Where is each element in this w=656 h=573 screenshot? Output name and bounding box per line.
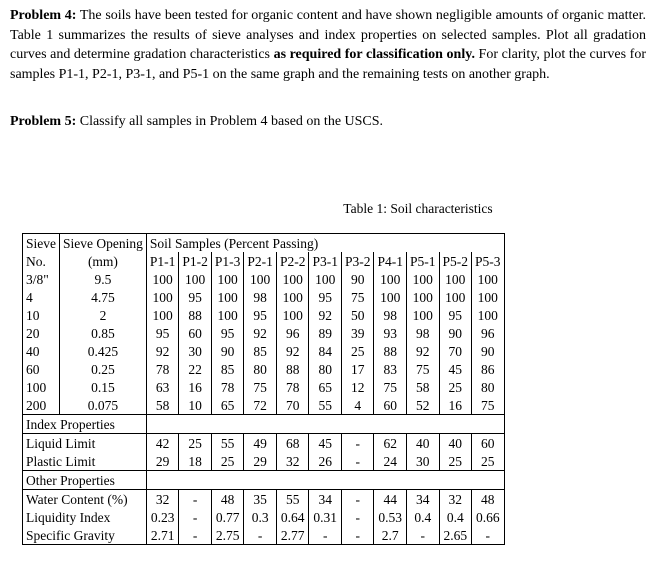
sieve-row — [23, 324, 505, 342]
percent-passing-cell: 96 — [472, 324, 505, 342]
percent-passing-cell: 95 — [439, 306, 472, 324]
other-property-row — [23, 490, 505, 509]
index-property-value: 40 — [407, 434, 440, 453]
percent-passing-cell: 80 — [472, 378, 505, 396]
percent-passing-cell: 100 — [211, 306, 244, 324]
problem-5-paragraph — [10, 112, 646, 132]
other-properties-title-row — [23, 471, 505, 490]
other-property-value: 32 — [146, 490, 179, 509]
index-property-value: 29 — [146, 452, 179, 471]
other-property-value: 0.3 — [244, 508, 277, 526]
percent-passing-cell: 100 — [407, 270, 440, 288]
percent-passing-cell: 100 — [244, 270, 277, 288]
header-sieve-opening: Sieve Opening — [60, 234, 147, 253]
other-property-value: - — [179, 526, 212, 545]
percent-passing-cell: 98 — [244, 288, 277, 306]
percent-passing-cell: 100 — [146, 306, 179, 324]
subheader-cell: P2-2 — [276, 252, 309, 270]
other-property-label: Specific Gravity — [23, 526, 147, 545]
percent-passing-cell: 95 — [179, 288, 212, 306]
percent-passing-cell: 100 — [179, 270, 212, 288]
other-property-value: 2.75 — [211, 526, 244, 545]
other-property-value: - — [407, 526, 440, 545]
percent-passing-cell: 96 — [276, 324, 309, 342]
sieve-no-cell: 100 — [23, 378, 60, 396]
percent-passing-cell: 78 — [276, 378, 309, 396]
empty-cell — [179, 471, 212, 490]
index-property-value: 26 — [309, 452, 342, 471]
other-property-label: Water Content (%) — [23, 490, 147, 509]
other-property-value: 2.71 — [146, 526, 179, 545]
index-property-value: 40 — [439, 434, 472, 453]
other-property-value: 2.7 — [374, 526, 407, 545]
empty-cell — [276, 471, 309, 490]
index-property-value: 25 — [179, 434, 212, 453]
percent-passing-cell: 80 — [244, 360, 277, 378]
percent-passing-cell: 17 — [341, 360, 374, 378]
subheader-cell: P1-3 — [211, 252, 244, 270]
percent-passing-cell: 52 — [407, 396, 440, 415]
problem-5-text: Classify all samples in Problem 4 based on the USCS. — [76, 114, 384, 129]
other-property-value: 0.31 — [309, 508, 342, 526]
empty-cell — [472, 415, 505, 434]
percent-passing-cell: 92 — [146, 342, 179, 360]
percent-passing-cell: 86 — [472, 360, 505, 378]
sieve-opening-cell: 0.25 — [60, 360, 147, 378]
sieve-opening-cell: 9.5 — [60, 270, 147, 288]
index-property-row — [23, 452, 505, 471]
index-property-row — [23, 434, 505, 453]
problem-4-text-a: The soils have been tested for organic content and have shown negligible amounts of organic matter. Table 1 summarizes the results of sieve analyses and index properties on selected samples. Plot all gradation curves and determine gradation characteristics — [10, 8, 646, 63]
percent-passing-cell: 100 — [276, 288, 309, 306]
empty-cell — [439, 471, 472, 490]
other-property-value: - — [341, 526, 374, 545]
percent-passing-cell: 95 — [309, 288, 342, 306]
index-property-label: Plastic Limit — [23, 452, 147, 471]
empty-cell — [407, 471, 440, 490]
sieve-no-cell: 10 — [23, 306, 60, 324]
percent-passing-cell: 95 — [211, 324, 244, 342]
percent-passing-cell: 65 — [309, 378, 342, 396]
empty-cell — [244, 471, 277, 490]
index-property-value: 42 — [146, 434, 179, 453]
other-property-value: 34 — [407, 490, 440, 509]
percent-passing-cell: 100 — [374, 270, 407, 288]
percent-passing-cell: 22 — [179, 360, 212, 378]
other-property-value: 2.77 — [276, 526, 309, 545]
percent-passing-cell: 90 — [341, 270, 374, 288]
index-property-value: 45 — [309, 434, 342, 453]
percent-passing-cell: 92 — [407, 342, 440, 360]
sieve-row — [23, 396, 505, 415]
percent-passing-cell: 85 — [244, 342, 277, 360]
problem-4-paragraph — [10, 6, 646, 84]
sieve-row — [23, 342, 505, 360]
percent-passing-cell: 95 — [244, 306, 277, 324]
other-property-value: 34 — [309, 490, 342, 509]
subheader-cell: P5-2 — [439, 252, 472, 270]
percent-passing-cell: 60 — [179, 324, 212, 342]
percent-passing-cell: 100 — [407, 306, 440, 324]
sieve-row — [23, 270, 505, 288]
other-property-value: 0.4 — [407, 508, 440, 526]
percent-passing-cell: 50 — [341, 306, 374, 324]
sieve-row — [23, 378, 505, 396]
empty-cell — [374, 471, 407, 490]
index-property-value: 49 — [244, 434, 277, 453]
sieve-no-cell: 40 — [23, 342, 60, 360]
percent-passing-cell: 80 — [309, 360, 342, 378]
percent-passing-cell: 55 — [309, 396, 342, 415]
percent-passing-cell: 89 — [309, 324, 342, 342]
header-sieve: Sieve — [23, 234, 60, 253]
index-property-value: 60 — [472, 434, 505, 453]
percent-passing-cell: 25 — [439, 378, 472, 396]
percent-passing-cell: 100 — [146, 270, 179, 288]
index-property-value: 24 — [374, 452, 407, 471]
other-property-value: - — [341, 490, 374, 509]
index-property-value: 18 — [179, 452, 212, 471]
percent-passing-cell: 75 — [244, 378, 277, 396]
percent-passing-cell: 90 — [439, 324, 472, 342]
other-property-value: - — [341, 508, 374, 526]
percent-passing-cell: 88 — [374, 342, 407, 360]
percent-passing-cell: 90 — [211, 342, 244, 360]
index-property-value: - — [341, 452, 374, 471]
other-property-value: 0.53 — [374, 508, 407, 526]
percent-passing-cell: 88 — [179, 306, 212, 324]
empty-cell — [211, 415, 244, 434]
sieve-row — [23, 360, 505, 378]
index-property-value: 29 — [244, 452, 277, 471]
other-property-value: 48 — [211, 490, 244, 509]
percent-passing-cell: 70 — [276, 396, 309, 415]
percent-passing-cell: 100 — [472, 288, 505, 306]
percent-passing-cell: 100 — [276, 306, 309, 324]
soil-characteristics-table — [22, 233, 505, 545]
percent-passing-cell: 4 — [341, 396, 374, 415]
other-property-value: 55 — [276, 490, 309, 509]
percent-passing-cell: 75 — [472, 396, 505, 415]
percent-passing-cell: 45 — [439, 360, 472, 378]
percent-passing-cell: 100 — [472, 306, 505, 324]
sieve-opening-cell: 0.15 — [60, 378, 147, 396]
subheader-cell: P3-1 — [309, 252, 342, 270]
other-property-value: 0.64 — [276, 508, 309, 526]
index-properties-title-row — [23, 415, 505, 434]
sieve-no-cell: 20 — [23, 324, 60, 342]
index-property-value: 25 — [472, 452, 505, 471]
table-subheader-row — [23, 252, 505, 270]
percent-passing-cell: 10 — [179, 396, 212, 415]
percent-passing-cell: 100 — [439, 270, 472, 288]
sieve-no-cell: 3/8" — [23, 270, 60, 288]
empty-cell — [146, 415, 179, 434]
percent-passing-cell: 100 — [439, 288, 472, 306]
sieve-no-cell: 200 — [23, 396, 60, 415]
percent-passing-cell: 12 — [341, 378, 374, 396]
subheader-cell: P2-1 — [244, 252, 277, 270]
problem-5-title: Problem 5: — [10, 114, 77, 129]
other-property-value: - — [472, 526, 505, 545]
index-property-value: 30 — [407, 452, 440, 471]
subheader-cell: P1-2 — [179, 252, 212, 270]
percent-passing-cell: 78 — [211, 378, 244, 396]
index-property-value: 25 — [211, 452, 244, 471]
subheader-cell: P5-3 — [472, 252, 505, 270]
percent-passing-cell: 75 — [374, 378, 407, 396]
other-property-value: 44 — [374, 490, 407, 509]
sieve-opening-cell: 4.75 — [60, 288, 147, 306]
empty-cell — [472, 471, 505, 490]
subheader-cell: P3-2 — [341, 252, 374, 270]
percent-passing-cell: 100 — [211, 288, 244, 306]
percent-passing-cell: 100 — [309, 270, 342, 288]
empty-cell — [309, 471, 342, 490]
other-property-value: - — [179, 508, 212, 526]
index-property-value: 25 — [439, 452, 472, 471]
empty-cell — [146, 471, 179, 490]
sieve-opening-cell: 0.075 — [60, 396, 147, 415]
subheader-cell: P1-1 — [146, 252, 179, 270]
problem-4-title: Problem 4: — [10, 8, 77, 23]
index-property-value: 62 — [374, 434, 407, 453]
subheader-cell: (mm) — [60, 252, 147, 270]
empty-cell — [341, 471, 374, 490]
index-property-label: Liquid Limit — [23, 434, 147, 453]
percent-passing-cell: 100 — [276, 270, 309, 288]
empty-cell — [179, 415, 212, 434]
problem-4-text-b: For clarity, plot the curves for samples P1-1, P2-1, P3-1, and P5-1 on the same graph and the remaining tests on another graph. — [10, 47, 646, 82]
empty-cell — [244, 415, 277, 434]
percent-passing-cell: 75 — [341, 288, 374, 306]
index-properties-title: Index Properties — [23, 415, 147, 434]
other-property-row — [23, 508, 505, 526]
percent-passing-cell: 92 — [309, 306, 342, 324]
percent-passing-cell: 98 — [407, 324, 440, 342]
sieve-row — [23, 306, 505, 324]
sieve-no-cell: 4 — [23, 288, 60, 306]
other-property-value: 0.23 — [146, 508, 179, 526]
percent-passing-cell: 90 — [472, 342, 505, 360]
percent-passing-cell: 92 — [244, 324, 277, 342]
table-caption: Table 1: Soil characteristics — [343, 201, 493, 216]
percent-passing-cell: 60 — [374, 396, 407, 415]
empty-cell — [374, 415, 407, 434]
percent-passing-cell: 58 — [146, 396, 179, 415]
index-property-value: 55 — [211, 434, 244, 453]
other-property-value: 0.77 — [211, 508, 244, 526]
percent-passing-cell: 92 — [276, 342, 309, 360]
percent-passing-cell: 72 — [244, 396, 277, 415]
other-property-value: - — [244, 526, 277, 545]
percent-passing-cell: 58 — [407, 378, 440, 396]
empty-cell — [276, 415, 309, 434]
empty-cell — [309, 415, 342, 434]
other-property-value: 35 — [244, 490, 277, 509]
sieve-opening-cell: 0.425 — [60, 342, 147, 360]
sieve-opening-cell: 0.85 — [60, 324, 147, 342]
problem-4-emphasis: as required for classification only. — [273, 47, 475, 63]
other-property-value: 32 — [439, 490, 472, 509]
percent-passing-cell: 16 — [439, 396, 472, 415]
percent-passing-cell: 100 — [472, 270, 505, 288]
other-property-value: 48 — [472, 490, 505, 509]
sieve-opening-cell: 2 — [60, 306, 147, 324]
index-property-value: 32 — [276, 452, 309, 471]
percent-passing-cell: 85 — [211, 360, 244, 378]
percent-passing-cell: 84 — [309, 342, 342, 360]
percent-passing-cell: 63 — [146, 378, 179, 396]
other-properties-title: Other Properties — [23, 471, 147, 490]
percent-passing-cell: 95 — [146, 324, 179, 342]
index-property-value: - — [341, 434, 374, 453]
sieve-no-cell: 60 — [23, 360, 60, 378]
percent-passing-cell: 39 — [341, 324, 374, 342]
other-property-value: 0.4 — [439, 508, 472, 526]
other-property-value: - — [309, 526, 342, 545]
percent-passing-cell: 98 — [374, 306, 407, 324]
percent-passing-cell: 100 — [374, 288, 407, 306]
percent-passing-cell: 65 — [211, 396, 244, 415]
other-property-row — [23, 526, 505, 545]
index-property-value: 68 — [276, 434, 309, 453]
subheader-cell: P4-1 — [374, 252, 407, 270]
header-soil-samples: Soil Samples (Percent Passing) — [146, 234, 504, 253]
percent-passing-cell: 100 — [211, 270, 244, 288]
percent-passing-cell: 93 — [374, 324, 407, 342]
percent-passing-cell: 88 — [276, 360, 309, 378]
percent-passing-cell: 25 — [341, 342, 374, 360]
percent-passing-cell: 30 — [179, 342, 212, 360]
subheader-cell: P5-1 — [407, 252, 440, 270]
table-header-row — [23, 234, 505, 253]
percent-passing-cell: 100 — [146, 288, 179, 306]
percent-passing-cell: 70 — [439, 342, 472, 360]
percent-passing-cell: 75 — [407, 360, 440, 378]
percent-passing-cell: 83 — [374, 360, 407, 378]
empty-cell — [341, 415, 374, 434]
percent-passing-cell: 100 — [407, 288, 440, 306]
subheader-cell: No. — [23, 252, 60, 270]
sieve-row — [23, 288, 505, 306]
other-property-value: 0.66 — [472, 508, 505, 526]
empty-cell — [211, 471, 244, 490]
percent-passing-cell: 16 — [179, 378, 212, 396]
other-property-value: 2.65 — [439, 526, 472, 545]
other-property-label: Liquidity Index — [23, 508, 147, 526]
empty-cell — [439, 415, 472, 434]
percent-passing-cell: 78 — [146, 360, 179, 378]
empty-cell — [407, 415, 440, 434]
other-property-value: - — [179, 490, 212, 509]
